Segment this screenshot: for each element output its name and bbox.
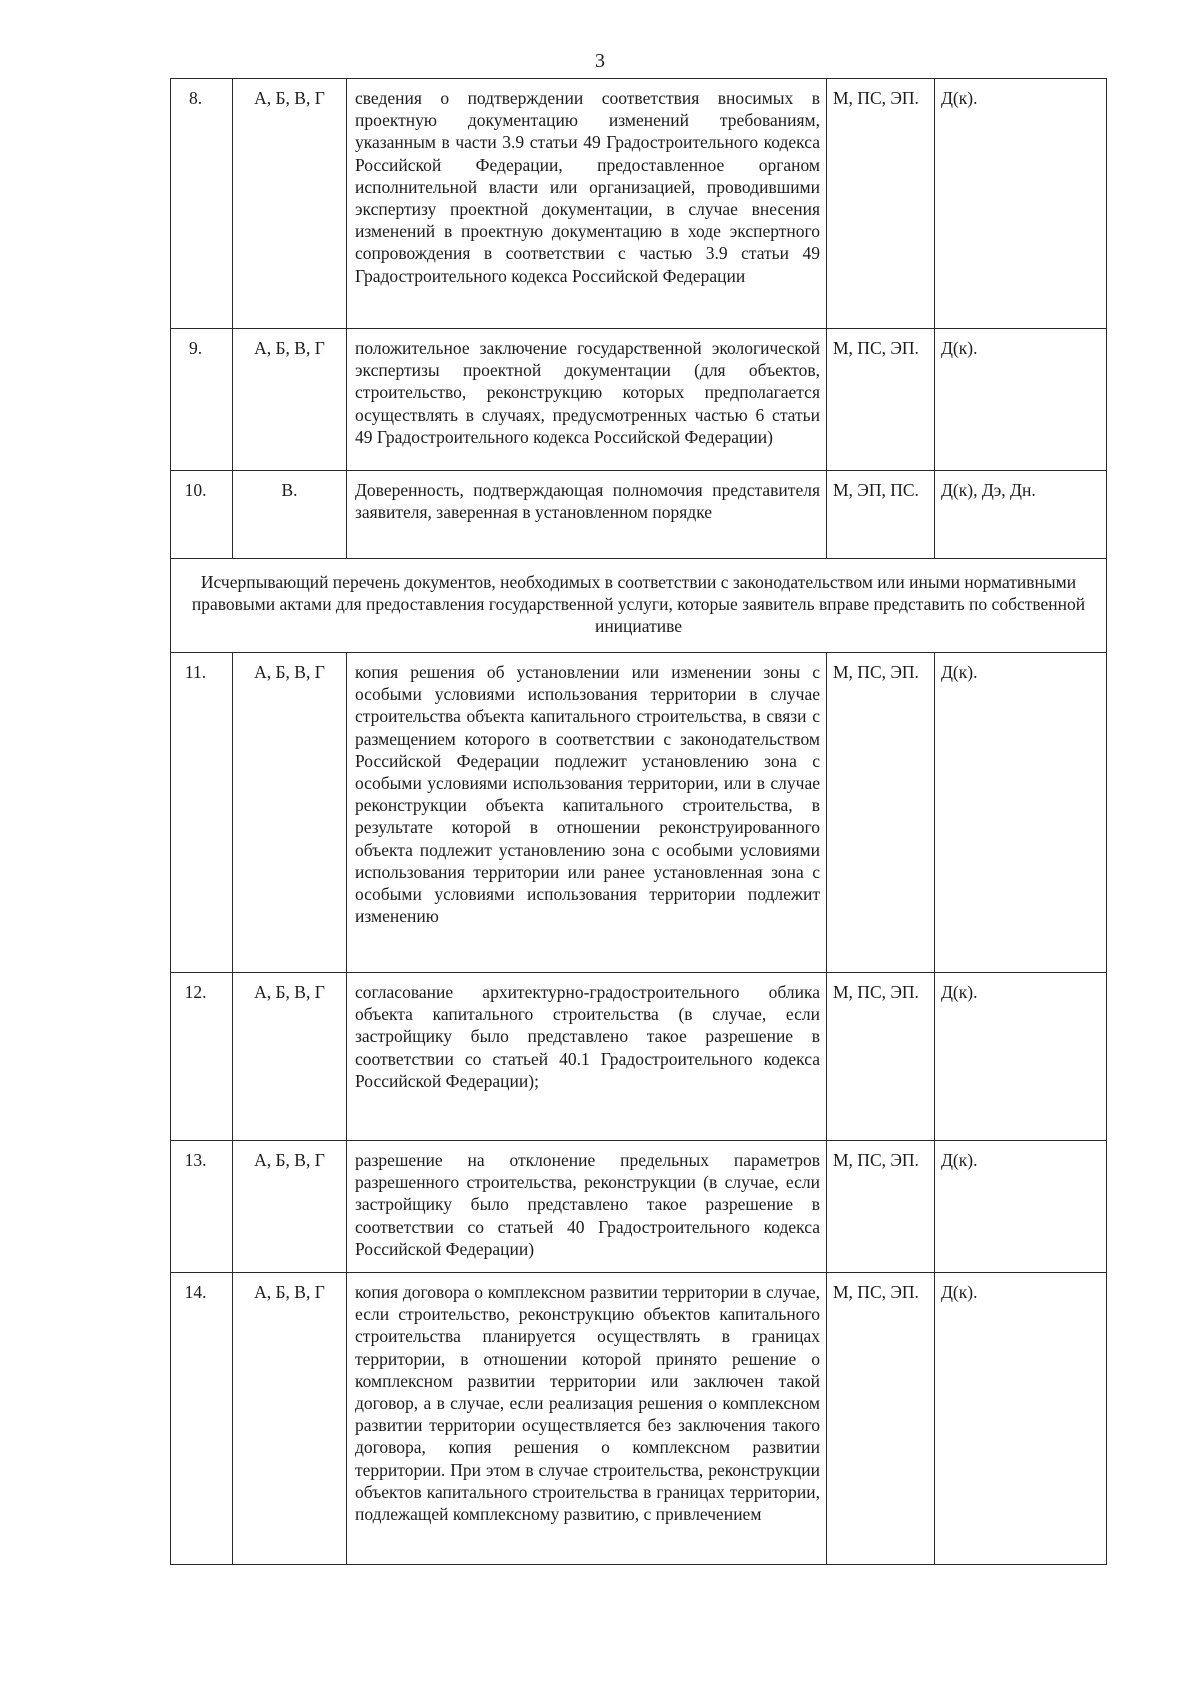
applicant-category: А, Б, В, Г [233, 1273, 347, 1565]
applicant-category: А, Б, В, Г [233, 973, 347, 1141]
document-type: Д(к). [935, 1273, 1107, 1565]
document-type: Д(к), Дэ, Дн. [935, 471, 1107, 559]
section-heading-row [171, 559, 1107, 653]
table-row [171, 79, 1107, 329]
applicant-category: А, Б, В, Г [233, 653, 347, 973]
document-type: Д(к). [935, 973, 1107, 1141]
table-row [171, 471, 1107, 559]
table-row [171, 653, 1107, 973]
page-number: 3 [595, 50, 605, 72]
submission-forms: М, ПС, ЭП. [827, 973, 935, 1141]
row-number: 14. [171, 1273, 233, 1565]
table-row [171, 329, 1107, 471]
document-type: Д(к). [935, 329, 1107, 471]
document-description: Доверенность, подтверждающая полномочия представителя заявителя, заверенная в установленном порядке [347, 471, 827, 559]
table-row [171, 1141, 1107, 1273]
document-description: разрешение на отклонение предельных параметров разрешенного строительства, реконструкции (в случае, если застройщику было представлено такое разрешение в соответствии со статьей 40 Градостроительного кодекса Российской Федерации) [347, 1141, 827, 1273]
row-number: 9. [171, 329, 233, 471]
submission-forms: М, ПС, ЭП. [827, 653, 935, 973]
submission-forms: М, ПС, ЭП. [827, 329, 935, 471]
table-row [171, 1273, 1107, 1565]
submission-forms: М, ПС, ЭП. [827, 1141, 935, 1273]
row-number: 10. [171, 471, 233, 559]
submission-forms: М, ПС, ЭП. [827, 79, 935, 329]
applicant-category: А, Б, В, Г [233, 1141, 347, 1273]
row-number: 12. [171, 973, 233, 1141]
document-description: копия договора о комплексном развитии территории в случае, если строительство, реконструкцию объектов капитального строительства планируется осуществлять в границах территории, в отношении которой принято решение о комплексном развитии территории или заключен такой договор, а в случае, если реализация решения о комплексном развитии территории осуществляется без заключения такого договора, копия решения о комплексном развитии территории. При этом в случае строительства, реконструкции объектов капитального строительства в границах территории, подлежащей комплексному развитию, с привлечением [347, 1273, 827, 1565]
applicant-category: В. [233, 471, 347, 559]
document-type: Д(к). [935, 79, 1107, 329]
submission-forms: М, ПС, ЭП. [827, 1273, 935, 1565]
row-number: 11. [171, 653, 233, 973]
document-description: сведения о подтверждении соответствия вносимых в проектную документацию изменений требованиям, указанным в части 3.9 статьи 49 Градостроительного кодекса Российской Федерации, предоставленное органом исполнительной власти или организацией, проводившими экспертизу проектной документации, в случае внесения изменений в проектную документацию в ходе экспертного сопровождения в соответствии с частью 3.9 статьи 49 Градостроительного кодекса Российской Федерации [347, 79, 827, 329]
documents-table [170, 78, 1107, 1565]
document-description: положительное заключение государственной экологической экспертизы проектной документации (для объектов, строительство, реконструкцию которых предполагается осуществлять в случаях, предусмотренных частью 6 статьи 49 Градостроительного кодекса Российской Федерации) [347, 329, 827, 471]
applicant-category: А, Б, В, Г [233, 329, 347, 471]
row-number: 13. [171, 1141, 233, 1273]
document-type: Д(к). [935, 653, 1107, 973]
document-description: согласование архитектурно-градостроительного облика объекта капитального строительства (в случае, если застройщику было представлено такое разрешение в соответствии со статьей 40.1 Градостроительного кодекса Российской Федерации); [347, 973, 827, 1141]
document-description: копия решения об установлении или изменении зоны с особыми условиями использования территории в случае строительства объекта капитального строительства, в связи с размещением которого в соответствии с законодательством Российской Федерации подлежит установлению зона с особыми условиями использования территории, или в случае реконструкции объекта капитального строительства, в результате которой в отношении реконструированного объекта подлежит установлению зона с особыми условиями использования территории или ранее установленная зона с особыми условиями использования территории подлежит изменению [347, 653, 827, 973]
table-row [171, 973, 1107, 1141]
applicant-category: А, Б, В, Г [233, 79, 347, 329]
row-number: 8. [171, 79, 233, 329]
document-type: Д(к). [935, 1141, 1107, 1273]
section-heading: Исчерпывающий перечень документов, необходимых в соответствии с законодательством или иными нормативными правовыми актами для предоставления государственной услуги, которые заявитель вправе представить по собственной инициативе [171, 559, 1107, 653]
submission-forms: М, ЭП, ПС. [827, 471, 935, 559]
